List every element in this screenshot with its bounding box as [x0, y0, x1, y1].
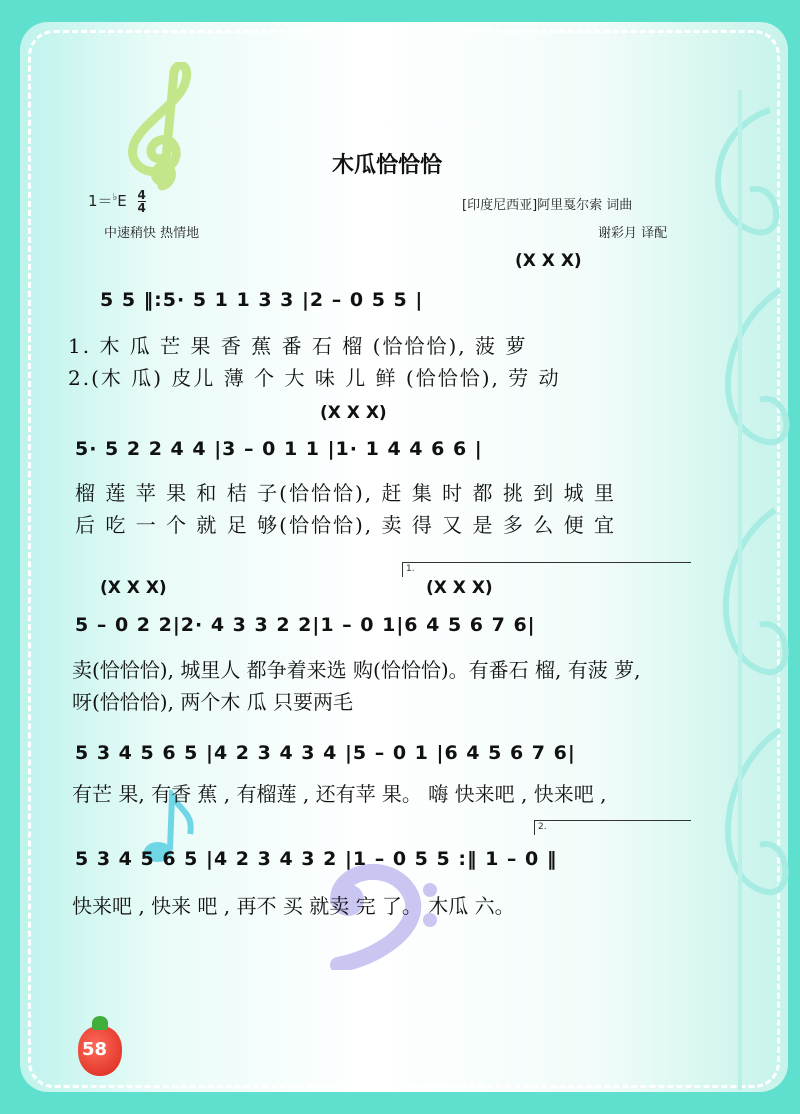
score-line: 5 3 4 5 6 5 |4 2 3 4 3 2 |1 – 0 5 5 :‖ 1 – 0 ‖: [75, 848, 558, 870]
lyric-line: 后 吃 一 个 就 足 够(恰恰恰), 卖 得 又 是 多 么 便 宜: [75, 513, 616, 537]
ending-bracket: 2.: [534, 820, 691, 835]
composer-credit: [印度尼西亚]阿里戛尔索 词曲: [462, 198, 633, 213]
page-number-badge: [78, 1026, 122, 1076]
lyric-line: 快来吧 , 快来 吧 , 再不 买 就卖 完 了。 木瓜 六。: [72, 894, 515, 918]
translator-credit: 谢彩月 译配: [598, 226, 668, 241]
lyric-line: 2.(木 瓜) 皮儿 薄 个 大 味 儿 鲜 (恰恰恰), 劳 动: [68, 366, 561, 390]
treble-clef-icon: [112, 62, 202, 192]
chorus-rhythm: (X X X): [515, 251, 582, 271]
score-line: 5 – 0 2 2|2· 4 3 3 2 2|1 – 0 1|6 4 5 6 7 6|: [75, 614, 536, 636]
chorus-rhythm: (X X X): [320, 403, 387, 423]
score-line: 5 3 4 5 6 5 |4 2 3 4 3 4 |5 – 0 1 |6 4 5 6 7 6|: [75, 742, 576, 764]
chorus-rhythm: (X X X): [426, 578, 493, 598]
swirl-decoration: [680, 90, 800, 1090]
score-line: 5 5 ‖:5· 5 1 1 3 3 |2 – 0 5 5 |: [100, 289, 424, 311]
tempo-marking: 中速稍快 热情地: [104, 226, 200, 241]
score-line: 5· 5 2 2 4 4 |3 – 0 1 1 |1· 1 4 4 6 6 |: [75, 438, 483, 460]
chorus-rhythm: (X X X): [100, 578, 167, 598]
lyric-line: 呀(恰恰恰), 两个木 瓜 只要两毛: [72, 690, 354, 714]
ending-bracket: 1.: [402, 562, 691, 577]
pepper-stem-icon: [92, 1016, 108, 1030]
lyric-line: 卖(恰恰恰), 城里人 都争着来选 购(恰恰恰)。有番石 榴, 有菠 萝,: [72, 658, 641, 682]
lyric-line: 1. 木 瓜 芒 果 香 蕉 番 石 榴 (恰恰恰), 菠 萝: [68, 334, 528, 358]
page-number: 58: [82, 1039, 108, 1060]
song-title: 木瓜恰恰恰: [332, 153, 443, 178]
key-signature: 1＝♭E $\frac{4}{4}$: [88, 188, 146, 215]
lyric-line: 有芒 果, 有香 蕉 , 有榴莲 , 还有苹 果。 嗨 快来吧 , 快来吧 ,: [72, 782, 607, 806]
lyric-line: 榴 莲 苹 果 和 桔 子(恰恰恰), 赶 集 时 都 挑 到 城 里: [75, 481, 616, 505]
